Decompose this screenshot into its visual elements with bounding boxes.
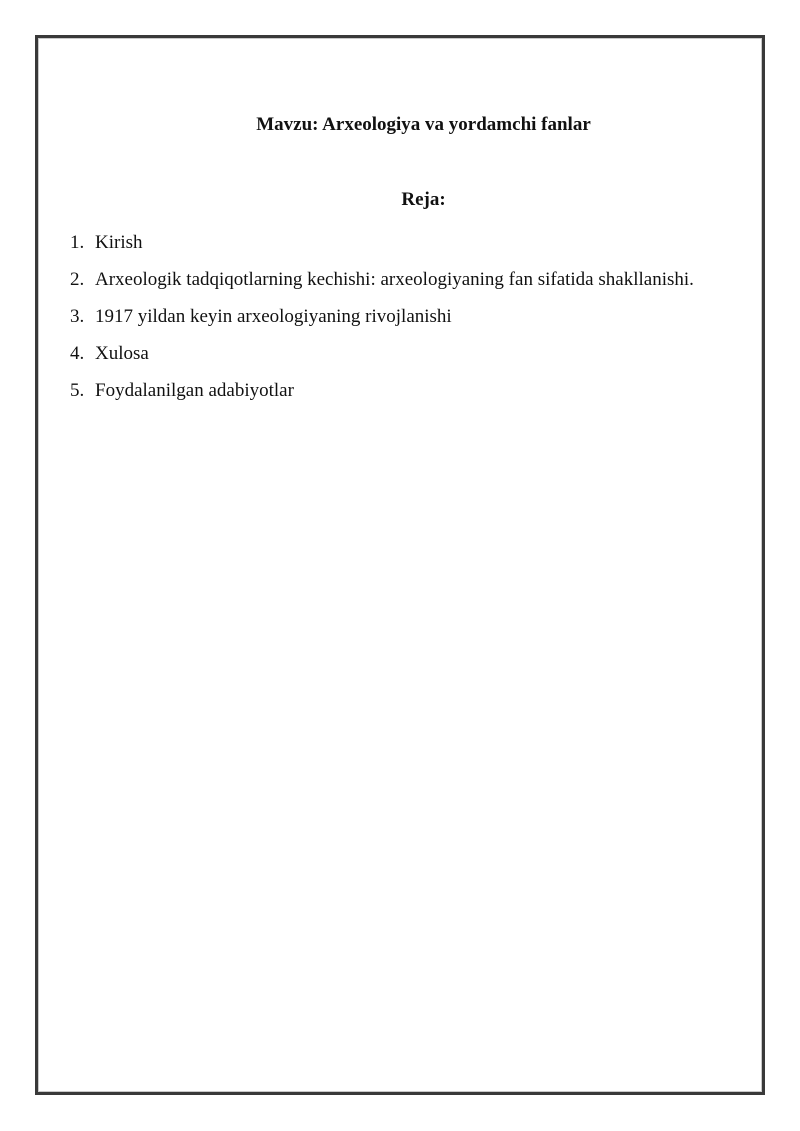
- plan-item-number: 4.: [70, 343, 85, 364]
- plan-item-5: [70, 372, 722, 409]
- plan-item-text: Xulosa: [95, 343, 149, 364]
- plan-item-4: [70, 335, 722, 372]
- plan-item-2: [70, 261, 722, 298]
- plan-item-text: 1917 yildan keyin arxeologiyaning rivojlanishi: [95, 306, 452, 327]
- plan-item-3: [70, 298, 722, 335]
- plan-heading: Reja:: [401, 189, 446, 210]
- plan-item-text: Arxeologik tadqiqotlarning kechishi: arxeologiyaning fan sifatida shakllanishi.: [95, 269, 694, 290]
- plan-item-text: Foydalanilgan adabiyotlar: [95, 380, 294, 401]
- plan-item-number: 1.: [70, 232, 85, 253]
- plan-item-1: [70, 224, 722, 261]
- plan-item-number: 3.: [70, 306, 85, 327]
- document-title: Mavzu: Arxeologiya va yordamchi fanlar: [256, 114, 591, 135]
- plan-item-number: 2.: [70, 269, 85, 290]
- plan-list: [70, 224, 722, 409]
- plan-item-number: 5.: [70, 380, 85, 401]
- plan-item-text: Kirish: [95, 232, 143, 253]
